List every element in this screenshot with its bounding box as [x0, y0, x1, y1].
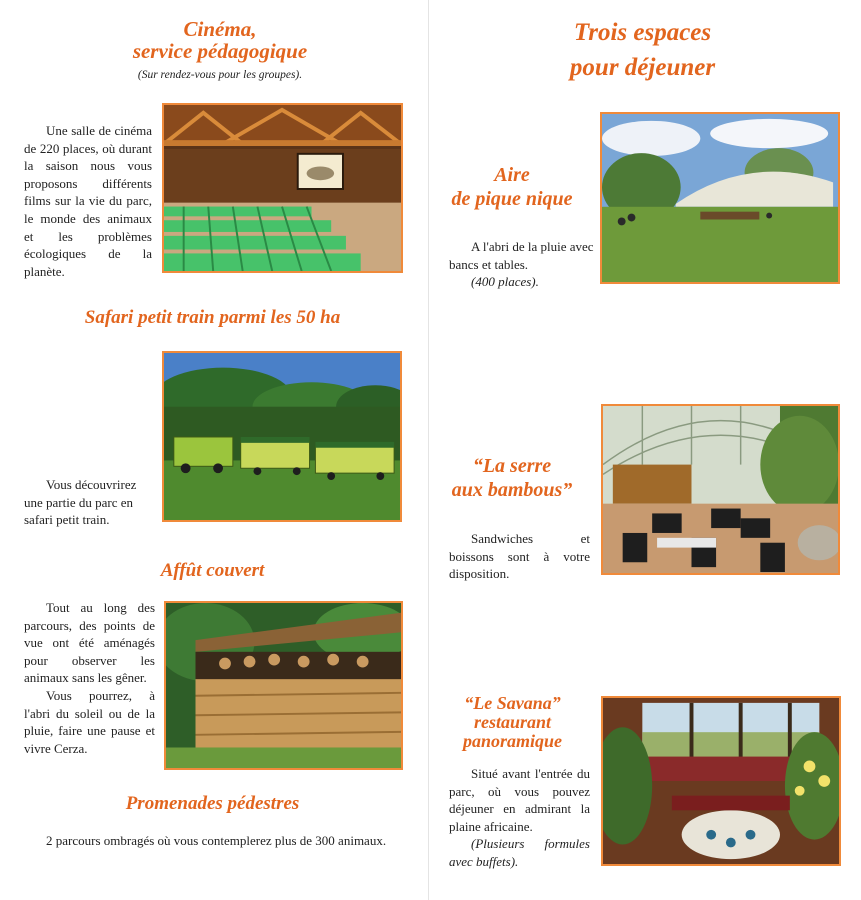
promenades-title: Promenades pédestres [125, 793, 300, 814]
savana-text: Situé avant l'entrée du parc, où vous pouvez déjeuner en admirant la plaine africaine. (Plusieurs formules avec buffets). [449, 766, 590, 869]
safari-text: Vous découvrirez une partie du parc en safari petit train. [24, 477, 137, 528]
affut-text: Tout au long des parcours, des points de vue ont été aménagés pour observer les animaux sans les gêner. Vous pourrez, à l'abri du soleil ou de la pluie, faire une pause et vivre Cerza. [24, 600, 155, 756]
serre-photo [601, 404, 840, 575]
affut-photo [164, 601, 403, 770]
promenades-text: 2 parcours ombragés où vous contemplerez plus de 300 animaux. [46, 833, 387, 848]
savana-title: “Le Savana” restaurant panoramique [462, 693, 563, 751]
savana-photo [601, 696, 841, 866]
picnic-photo [600, 112, 840, 284]
covered-hide-image [166, 603, 401, 768]
cinema-hall-image [164, 105, 401, 271]
cinema-title: Cinéma, service pédagogique [132, 17, 308, 64]
safari-photo [162, 351, 402, 522]
lunch-heading: Trois espaces pour déjeuner [569, 19, 716, 81]
safari-title: Safari petit train parmi les 50 ha [84, 307, 341, 328]
panoramic-restaurant-image [603, 698, 839, 864]
picnic-title: Aire de pique nique [451, 164, 573, 210]
serre-title: “La serre aux bambous” [451, 455, 573, 501]
affut-title: Affût couvert [160, 560, 265, 581]
safari-train-image [164, 353, 400, 520]
serre-text: Sandwiches et boissons sont à votre disposition. [449, 531, 590, 582]
picnic-text: A l'abri de la pluie avec bancs et tables. (400 places). [449, 239, 594, 290]
cinema-text: Une salle de cinéma de 220 places, où durant la saison nous vous proposons différents films sur la vie du parc, le monde des animaux et les problèmes écologiques de la planète. [24, 123, 152, 279]
bamboo-greenhouse-image [603, 406, 838, 573]
picnic-area-image [602, 114, 838, 282]
cinema-subtitle: (Sur rendez-vous pour les groupes). [137, 69, 303, 81]
page-fold [428, 0, 429, 900]
cinema-photo [162, 103, 403, 273]
